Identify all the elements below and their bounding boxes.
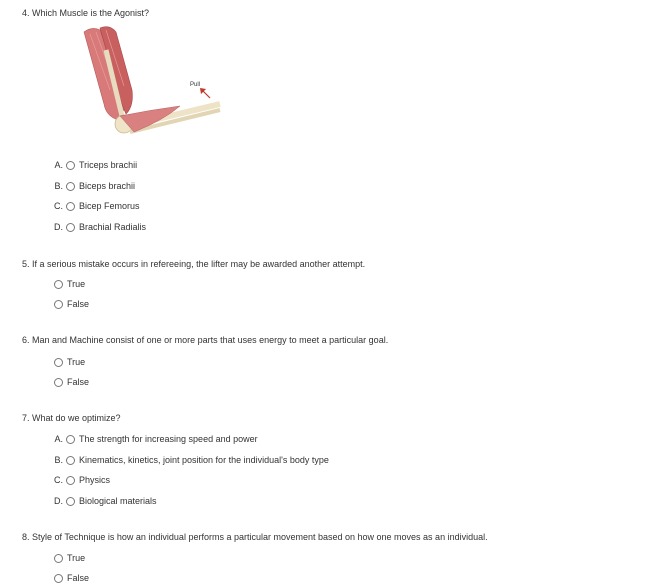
q8-option-true[interactable]	[54, 552, 85, 564]
radio-icon[interactable]	[54, 574, 63, 583]
option-letter: B.	[54, 455, 63, 465]
radio-icon[interactable]	[54, 378, 63, 387]
elbow-muscle-illustration	[70, 20, 230, 150]
radio-icon[interactable]	[66, 456, 75, 465]
option-text: False	[67, 299, 90, 309]
q7-option-b[interactable]	[52, 454, 329, 466]
radio-icon[interactable]	[66, 497, 75, 506]
q6-option-false[interactable]	[54, 376, 89, 388]
option-letter: B.	[54, 181, 63, 191]
radio-icon[interactable]	[54, 280, 63, 289]
pull-label: Pull	[190, 82, 201, 88]
option-text: Biological materials	[79, 496, 157, 506]
question-5-prompt: 5. If a serious mistake occurs in refereeing, the lifter may be awarded another attempt.	[22, 259, 366, 269]
q4-option-b[interactable]	[52, 180, 135, 192]
question-4-prompt: 4. Which Muscle is the Agonist?	[22, 8, 150, 18]
radio-icon[interactable]	[54, 358, 63, 367]
option-text: False	[67, 573, 90, 583]
option-text: Physics	[79, 475, 111, 485]
q4-option-a[interactable]	[52, 159, 137, 171]
q7-option-d[interactable]	[52, 495, 157, 507]
option-letter: D.	[54, 222, 63, 232]
option-letter: A.	[54, 160, 63, 170]
option-letter: D.	[54, 496, 63, 506]
radio-icon[interactable]	[66, 182, 75, 191]
question-8-prompt: 8. Style of Technique is how an individual performs a particular movement based on how one moves as an individual.	[22, 532, 488, 542]
option-text: True	[67, 279, 86, 289]
radio-icon[interactable]	[54, 554, 63, 563]
q4-option-c[interactable]	[52, 200, 140, 212]
q5-option-true[interactable]	[54, 278, 85, 290]
option-text: False	[67, 377, 90, 387]
radio-icon[interactable]	[66, 202, 75, 211]
q7-option-c[interactable]	[52, 474, 110, 486]
q8-option-false[interactable]	[54, 572, 89, 584]
radio-icon[interactable]	[66, 476, 75, 485]
q6-option-true[interactable]	[54, 356, 85, 368]
option-letter: C.	[54, 201, 63, 211]
option-text: The strength for increasing speed and power	[79, 434, 258, 444]
option-text: Bicep Femorus	[79, 201, 140, 211]
radio-icon[interactable]	[54, 300, 63, 309]
option-text: Kinematics, kinetics, joint position for the individual's body type	[79, 455, 329, 465]
option-text: Triceps brachii	[79, 160, 138, 170]
option-text: Brachial Radialis	[79, 222, 147, 232]
option-text: True	[67, 553, 86, 563]
question-7-prompt: 7. What do we optimize?	[22, 413, 121, 423]
option-text: True	[67, 357, 86, 367]
radio-icon[interactable]	[66, 161, 75, 170]
q7-option-a[interactable]	[52, 433, 258, 445]
radio-icon[interactable]	[66, 435, 75, 444]
radio-icon[interactable]	[66, 223, 75, 232]
option-letter: A.	[54, 434, 63, 444]
q5-option-false[interactable]	[54, 298, 89, 310]
question-6-prompt: 6. Man and Machine consist of one or more parts that uses energy to meet a particular goal.	[22, 335, 389, 345]
option-text: Biceps brachii	[79, 181, 136, 191]
option-letter: C.	[54, 475, 63, 485]
q4-option-d[interactable]	[52, 221, 146, 233]
